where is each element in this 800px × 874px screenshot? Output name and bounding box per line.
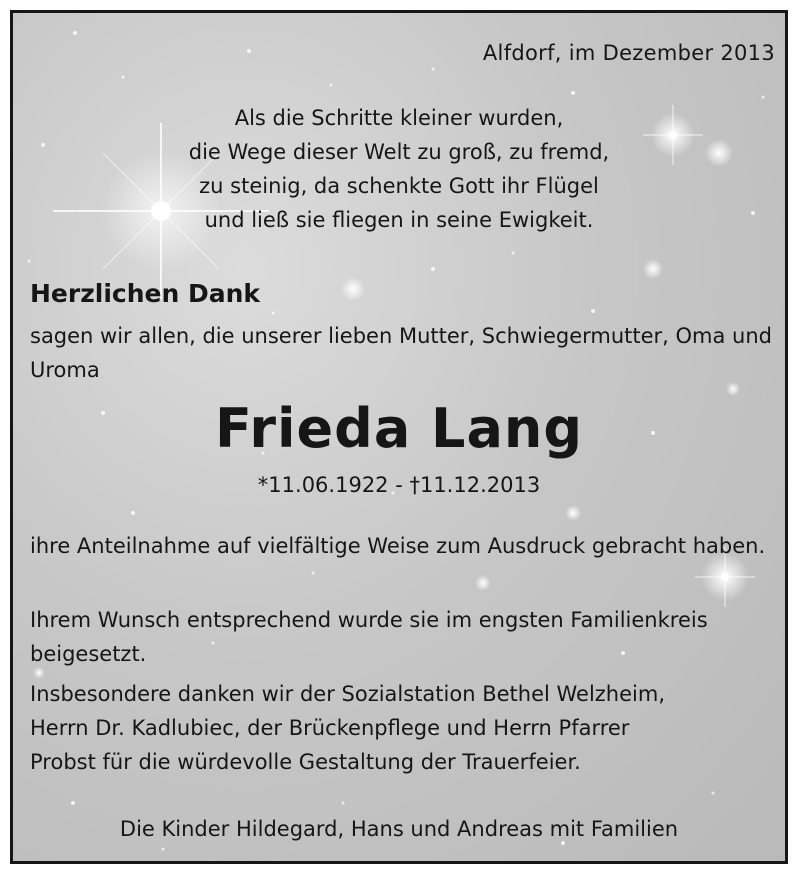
paragraph-special-thanks (30, 677, 775, 779)
poem-line: Als die Schritte kleiner wurden, (234, 106, 564, 130)
thanks-intro: sagen wir allen, die unserer lieben Mutter, Schwiegermutter, Oma und Uroma (30, 324, 772, 382)
place-and-date: Alfdorf, im Dezember 2013 (482, 41, 775, 65)
paragraph-burial: Ihrem Wunsch entsprechend wurde sie im engsten Familienkreis beigesetzt. (30, 608, 708, 666)
signature: Die Kinder Hildegard, Hans und Andreas mit Familien (119, 817, 679, 841)
deceased-name: Frieda Lang (214, 397, 584, 460)
poem-line: und ließ sie fliegen in seine Ewigkeit. (204, 208, 594, 232)
poem-line: die Wege dieser Welt zu groß, zu fremd, (188, 140, 610, 164)
paragraph-line: Insbesondere danken wir der Sozialstation Bethel Welzheim, (30, 682, 666, 706)
poem-line: zu steinig, da schenkte Gott ihr Flügel (199, 174, 599, 198)
paragraph-sympathy: ihre Anteilnahme auf vielfältige Weise zum Ausdruck gebracht haben. (30, 534, 766, 558)
paragraph-line: Herrn Dr. Kadlubiec, der Brückenpflege und Herrn Pfarrer (30, 716, 630, 740)
obituary-card (10, 10, 788, 864)
paragraph-line: Probst für die würdevolle Gestaltung der Trauerfeier. (30, 750, 581, 774)
poem (13, 101, 785, 237)
life-dates: *11.06.1922 - †11.12.2013 (257, 473, 541, 497)
thanks-heading: Herzlichen Dank (30, 279, 261, 308)
